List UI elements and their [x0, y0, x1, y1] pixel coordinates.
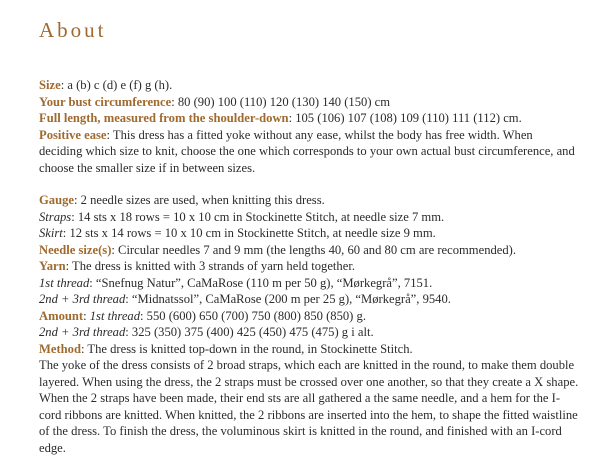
yarn-thread1-value: : “Snefnug Natur”, CaMaRose (110 m per 50 g), “Mørkegrå”, 7151.: [89, 275, 433, 290]
size-line: [39, 77, 579, 94]
size-label: Size: [39, 78, 61, 92]
ease-paragraph: [39, 127, 579, 177]
yarn-thread23-value: : “Midnatssol”, CaMaRose (200 m per 25 g), “Mørkegrå”, 9540.: [125, 292, 451, 306]
size-value: : a (b) c (d) e (f) g (h).: [60, 78, 173, 92]
amount-line: [39, 308, 579, 325]
yarn-value: : The dress is knitted with 3 strands of yarn held together.: [65, 259, 355, 273]
ease-label: Positive ease: [39, 127, 107, 142]
yarn-thread1-line: [39, 275, 579, 292]
method-paragraph: The yoke of the dress consists of 2 broad straps, which each are knitted in the round, to make them double layered. When using the dress, the 2 straps must be crossed over one another, so that they create a X shape. When the 2 straps have been made, their end sts are all gathered a the same needle, and a hem for the I-cord ribbons are knitted. When knitted, the 2 ribbons are inserted into the hem, to shape the fitted waistline of the dress. To finish the dress, the voluminous skirt is knitted in the round, and finished with an I-cord edge.: [39, 358, 579, 455]
bust-label: Your bust circumference: [39, 94, 172, 109]
skirt-label: Skirt: [39, 226, 63, 240]
method-line: [39, 341, 579, 358]
amount-thread23-line: [39, 324, 579, 341]
skirt-value: : 12 sts x 14 rows = 10 x 10 cm in Stockinette Stitch, at needle size 9 mm.: [62, 226, 436, 240]
needles-value: : Circular needles 7 and 9 mm (the lengths 40, 60 and 80 cm are recommended).: [111, 242, 517, 257]
yarn-thread23-line: [39, 291, 579, 308]
amount-thread23-value: : 325 (350) 375 (400) 425 (450) 475 (475) g i alt.: [125, 325, 374, 339]
yarn-thread23-label: 2nd + 3rd thread: [39, 292, 126, 306]
method-label: Method: [39, 341, 81, 356]
gauge-straps-line: [39, 209, 579, 226]
length-value: : 105 (106) 107 (108) 109 (110) 111 (112) cm.: [288, 111, 522, 125]
yarn-line: [39, 258, 579, 275]
method-value: : The dress is knitted top-down in the round, in Stockinette Stitch.: [80, 341, 413, 356]
section-gap: [39, 176, 579, 192]
gauge-value: : 2 needle sizes are used, when knitting this dress.: [73, 193, 325, 207]
straps-label: Straps: [39, 209, 72, 224]
amount-label: Amount: [39, 308, 84, 323]
length-line: [39, 110, 579, 127]
page-title: About: [39, 18, 107, 42]
amount-thread1-value: : 550 (600) 650 (700) 750 (800) 850 (850) g.: [140, 308, 366, 323]
gauge-label: Gauge: [39, 193, 74, 207]
needles-line: [39, 242, 579, 259]
ease-value: : This dress has a fitted yoke without any ease, whilst the body has free width. When deciding which size to knit, choose the one which corresponds to your own actual bust circumference, and choose the smaller size if in between sizes.: [39, 127, 575, 175]
amount-thread23-label: 2nd + 3rd thread: [39, 325, 126, 339]
bust-line: [39, 94, 579, 111]
gauge-line: [39, 192, 579, 209]
bust-value: : 80 (90) 100 (110) 120 (130) 140 (150) cm: [171, 94, 391, 109]
gauge-skirt-line: [39, 225, 579, 242]
amount-thread1-label: 1st thread: [89, 308, 141, 323]
length-label: Full length, measured from the shoulder-down: [39, 111, 289, 125]
yarn-label: Yarn: [39, 259, 66, 273]
amount-sep: :: [83, 308, 90, 323]
straps-value: : 14 sts x 18 rows = 10 x 10 cm in Stockinette Stitch, at needle size 7 mm.: [71, 209, 445, 224]
needles-label: Needle size(s): [39, 242, 112, 257]
yarn-thread1-label: 1st thread: [39, 275, 90, 290]
about-content: [39, 77, 579, 456]
